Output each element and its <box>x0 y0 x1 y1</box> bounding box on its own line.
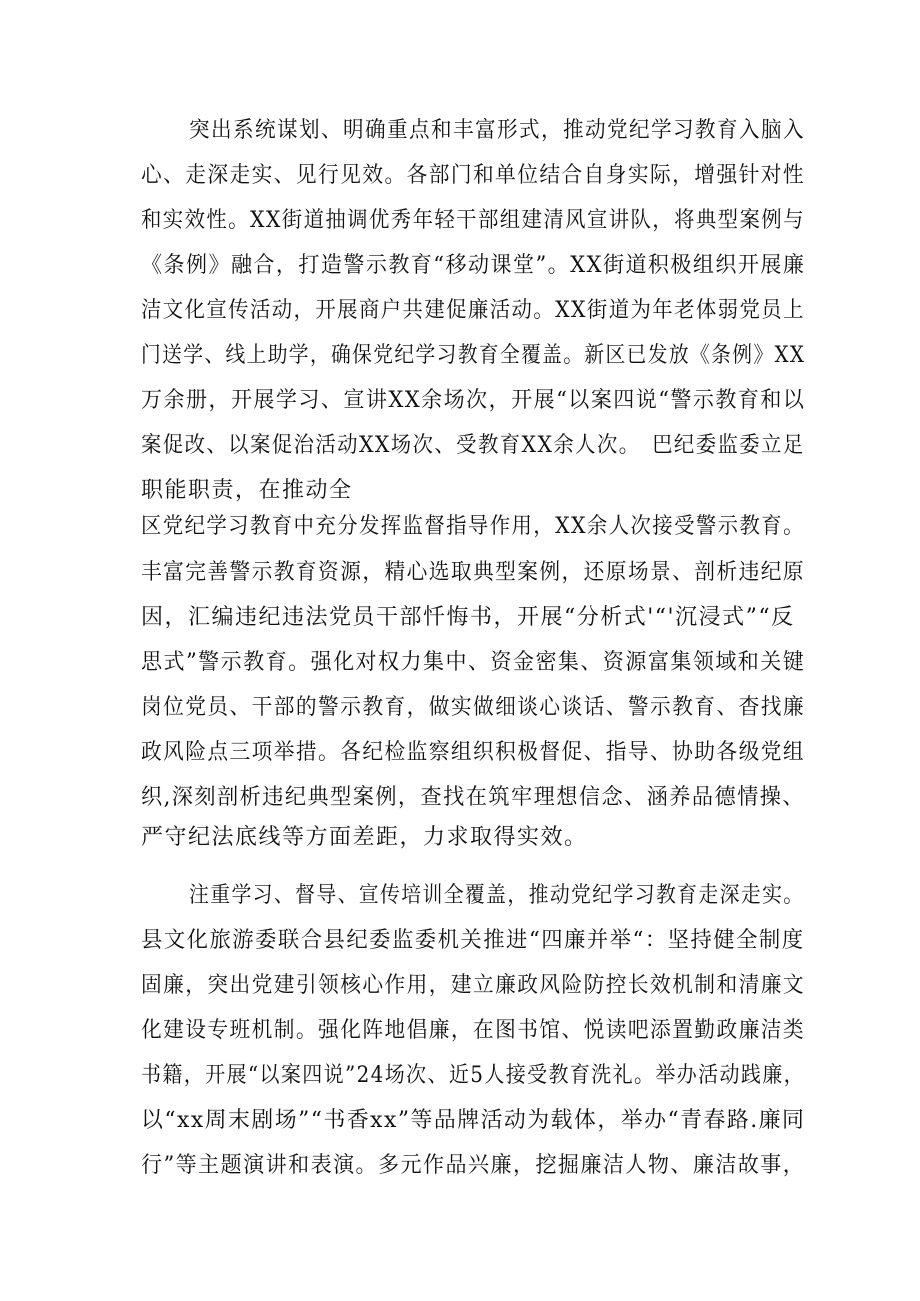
text-line: 职能职责，在推动全 <box>141 478 353 503</box>
text-line: 心、走深走实、见行见效。各部门和单位结合自身实际，增强针对性 <box>141 163 805 188</box>
text-line: 注重学习、督导、宣传培训全覆盖，推动党纪学习教育走深走实。 <box>189 883 805 908</box>
text-line: 突出系统谋划、明确重点和丰富形式，推动党纪学习教育入脑入 <box>189 118 806 143</box>
text-line: 案促改、以案促治活动XX场次、受教育XX余人次。 巴纪委监委立足 <box>141 433 805 458</box>
text-line: 化建设专班机制。强化阵地倡廉，在图书馆、悦读吧添置勤政廉洁类 <box>141 1018 805 1043</box>
text-line: 岗位党员、干部的警示教育，做实做细谈心谈话、警示教育、杳找廉 <box>141 695 805 720</box>
text-line: 织,深刻剖析违纪典型案例，查找在筑牢理想信念、涵养品德情操、 <box>141 785 805 810</box>
text-line: 区党纪学习教育中充分发挥监督指导作用，XX余人次接受警示教育。 <box>141 514 805 539</box>
text-line: 思式”警示教育。强化对权力集中、资金密集、资源富集领域和关键 <box>141 650 806 675</box>
text-line: 政风险点三项举措。各纪检监察组织积极督促、指导、协助各级党组 <box>141 740 805 765</box>
text-line: 严守纪法底线等方面差距，力求取得实效。 <box>141 825 588 850</box>
text-line: 行”等主题演讲和表演。多元作品兴廉，挖掘廉洁人物、廉洁故事， <box>141 1153 806 1178</box>
text-line: 门送学、线上助学，确保党纪学习教育全覆盖。新区已发放《条例》XX <box>141 343 806 368</box>
text-line: 《条例》融合，打造警示教育“移动课堂”。XX街道积极组织开展廉 <box>141 253 806 278</box>
text-line: 县文化旅游委联合县纪委监委机关推进“四廉并举“：坚持健全制度 <box>141 928 805 953</box>
text-line: 和实效性。XX街道抽调优秀年轻干部组建清风宣讲队，将典型案例与 <box>141 208 805 233</box>
text-line: 书籍，开展“以案四说”24场次、近5人接受教育洗礼。举办活动践廉， <box>141 1063 806 1088</box>
text-line: 因，汇编违纪违法党员干部忏悔书，开展“分析式'“'沉浸式”“反 <box>141 605 795 630</box>
text-line: 洁文化宣传活动，开展商户共建促廉活动。XX街道为年老体弱党员上 <box>141 298 805 323</box>
text-line: 以“xx周末剧场”“书香xx”等品牌活动为载体，举办“青春路.廉同 <box>141 1108 806 1133</box>
text-line: 丰富完善警示教育资源，精心选取典型案例，还原场景、剖析违纪原 <box>141 560 805 585</box>
text-line: 固廉，突出党建引领核心作用，建立廉政风险防控长效机制和清廉文 <box>141 973 805 998</box>
text-line: 万余册，开展学习、宣讲XX余场次，开展“以案四说“警示教育和以 <box>141 388 806 413</box>
